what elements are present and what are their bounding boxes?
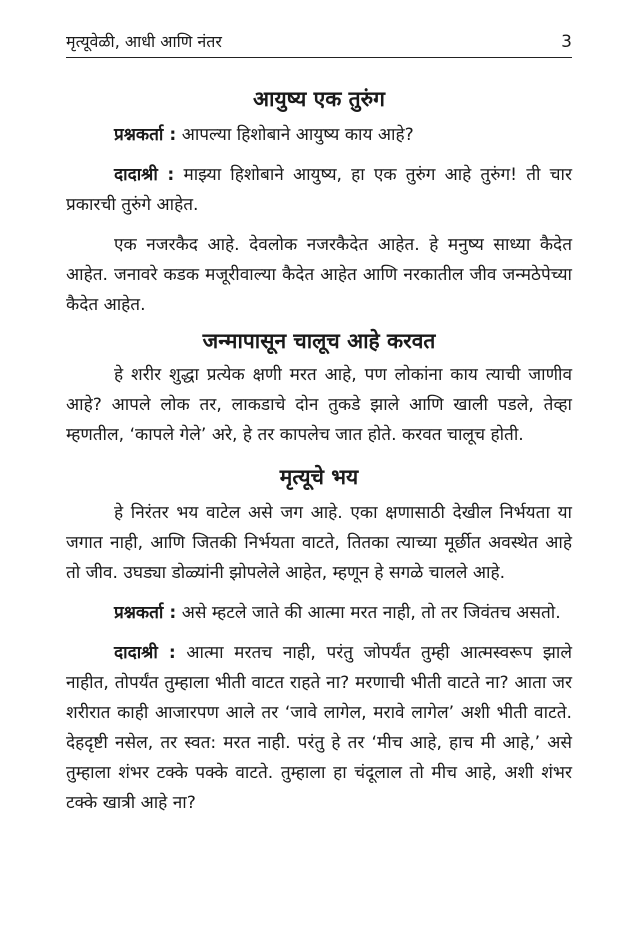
paragraph-text: हे निरंतर भय वाटेल असे जग आहे. एका क्षणासाठी देखील निर्भयता या जगात नाही, आणि जितकी निर्भयता वाटते, तितका त्याच्या मूर्छीत अवस्थेत आहे तो जीव. उघड्या डोळ्यांनी झोपलेले आहेत, म्हणून हे सगळे चालले आहे. [66, 503, 572, 583]
page-content [66, 84, 572, 818]
paragraph [66, 120, 572, 150]
section-saw-since-birth [66, 326, 572, 450]
paragraph [66, 598, 572, 628]
speaker-label: दादाश्री : [114, 643, 176, 663]
paragraph-text: एक नजरकैद आहे. देवलोक नजरकैदेत आहेत. हे मनुष्य साध्या कैदेत आहेत. जनावरे कडक मजूरीवाल्या कैदेत आहेत आणि नरकातील जीव जन्मठेपेच्या कैदेत आहेत. [66, 235, 572, 315]
running-header [66, 30, 572, 58]
running-title: मृत्यूवेळी, आधी आणि नंतर [66, 32, 222, 51]
section-fear-of-death [66, 462, 572, 818]
paragraph [66, 230, 572, 320]
page-number: 3 [561, 32, 572, 52]
paragraph-text: हे शरीर शुद्धा प्रत्येक क्षणी मरत आहे, पण लोकांना काय त्याची जाणीव आहे? आपले लोक तर, लाकडाचे दोन तुकडे झाले आणि खाली पडले, तेव्हा म्हणतील, ‘कापले गेले’ अरे, हे तर कापलेच जात होते. करवत चालूच होती. [66, 365, 572, 445]
paragraph-text: असे म्हटले जाते की आत्मा मरत नाही, तो तर जिवंतच असतो. [176, 603, 561, 623]
paragraph [66, 498, 572, 588]
section-life-prison [66, 84, 572, 320]
paragraph [66, 638, 572, 818]
paragraph-text: माझ्या हिशोबाने आयुष्य, हा एक तुरुंग आहे तुरुंग! ती चार प्रकारची तुरुंगे आहेत. [66, 165, 572, 215]
speaker-label: प्रश्नकर्ता : [114, 603, 177, 623]
paragraph [66, 360, 572, 450]
paragraph-text: आत्मा मरतच नाही, परंतु जोपर्यंत तुम्ही आत्मस्वरूप झाले नाहीत, तोपर्यंत तुम्हाला भीती वाटत राहते ना? मरणाची भीती वाटते ना? आता जर शरीरात काही आजारपण आले तर ‘जावे लागेल, मरावे लागेल’ अशी भीती वाटते. देहदृष्टी नसेल, तर स्वत: मरत नाही. परंतु हे तर ‘मीच आहे, हाच मी आहे,’ असे तुम्हाला शंभर टक्के पक्के वाटते. तुम्हाला हा चंदूलाल तो मीच आहे, अशी शंभर टक्के खात्री आहे ना? [66, 643, 572, 813]
section-heading: मृत्यूचे भय [279, 465, 359, 489]
section-heading: आयुष्य एक तुरुंग [253, 87, 385, 111]
speaker-label: दादाश्री : [114, 165, 175, 185]
section-heading: जन्मापासून चालूच आहे करवत [202, 329, 436, 353]
paragraph [66, 160, 572, 220]
paragraph-text: आपल्या हिशोबाने आयुष्य काय आहे? [176, 125, 414, 145]
speaker-label: प्रश्नकर्ता : [114, 125, 177, 145]
